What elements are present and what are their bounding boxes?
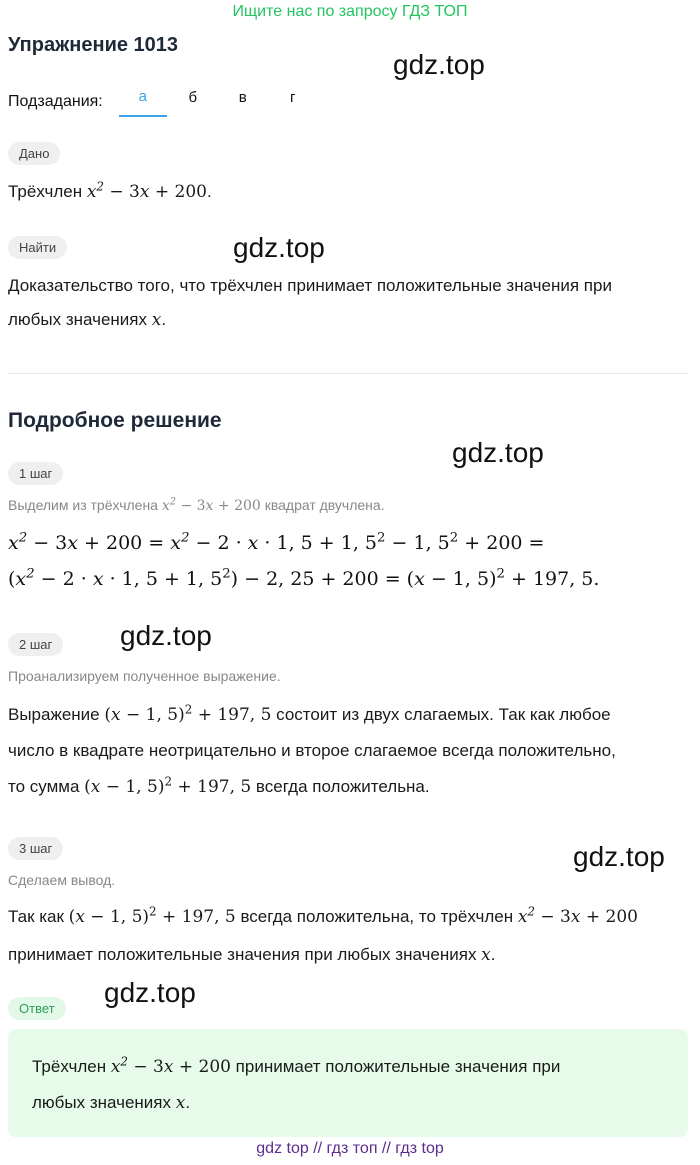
footer-links[interactable]: gdz top // гдз топ // гдз top (256, 1140, 444, 1157)
answer-badge: Ответ (8, 997, 66, 1020)
step-1-equation-line-1: $x^2 - 3x + 200 = x^2 - 2 \cdot x \cdot 1$, 5 + 1, $5^2 - 1$, $5^2 + 200$ = (8, 530, 545, 554)
find-badge: Найти (8, 236, 67, 259)
subtasks-label: Подзадания: (8, 92, 103, 110)
tab-a[interactable]: а (119, 86, 167, 117)
divider (8, 373, 688, 374)
given-badge: Дано (8, 142, 60, 165)
solution-title: Подробное решение (8, 409, 222, 432)
top-banner: Ищите нас по запросу ГДЗ ТОП (232, 3, 468, 20)
watermark: gdz.top (573, 841, 665, 872)
watermark: gdz.top (452, 437, 544, 468)
find-text: Доказательство того, что трёхчлен принимает положительные значения при любых значениях x. (8, 276, 612, 330)
page-title: Упражнение 1013 (8, 34, 179, 56)
given-text: Трёхчлен $x^2 - 3x + 200$. (8, 179, 212, 202)
watermark: gdz.top (120, 620, 212, 651)
answer-box (8, 1029, 688, 1137)
step-2-hint: Проанализируем полученное выражение. (8, 668, 281, 684)
step-3-text: Так как (x − 1, 5)$^2$ + 197, 5 всегда положительна, то трёхчлен $x^2 - 3x + 200$ принимает положительные значения при любых значениях x. (8, 904, 638, 965)
step-3-badge: 3 шаг (8, 837, 63, 860)
step-3-hint: Сделаем вывод. (8, 872, 116, 888)
watermark: gdz.top (104, 977, 196, 1008)
subtasks-bar (8, 86, 319, 117)
tab-v[interactable]: в (238, 89, 247, 106)
watermark: gdz.top (233, 232, 325, 263)
answer-text: Трёхчлен $x^2 - 3x + 200$ принимает положительные значения при любых значениях x. (32, 1054, 561, 1113)
tab-b[interactable]: б (188, 89, 198, 106)
watermark: gdz.top (393, 49, 485, 80)
step-1-badge: 1 шаг (8, 462, 63, 485)
step-2-text: Выражение (x − 1, 5)$^2$ + 197, 5 состоит из двух слагаемых. Так как любое число в квадрате неотрицательно и второе слагаемое всегда положительно, то сумма (x − 1, 5)$^2$ + 197, 5 всегда положительна. (8, 702, 616, 797)
tab-g[interactable]: г (289, 89, 296, 106)
step-1-hint: Выделим из трёхчлена $x^2 - 3x + 200$ квадрат двучлена. (8, 496, 385, 514)
step-1-equation-line-2: ($x^2 - 2 \cdot x \cdot 1$, 5 + 1, $5^2) - 2$, 25 + 200 = (x − 1, 5)$^2$ + 197, 5. (8, 566, 600, 590)
step-2-badge: 2 шаг (8, 633, 63, 656)
